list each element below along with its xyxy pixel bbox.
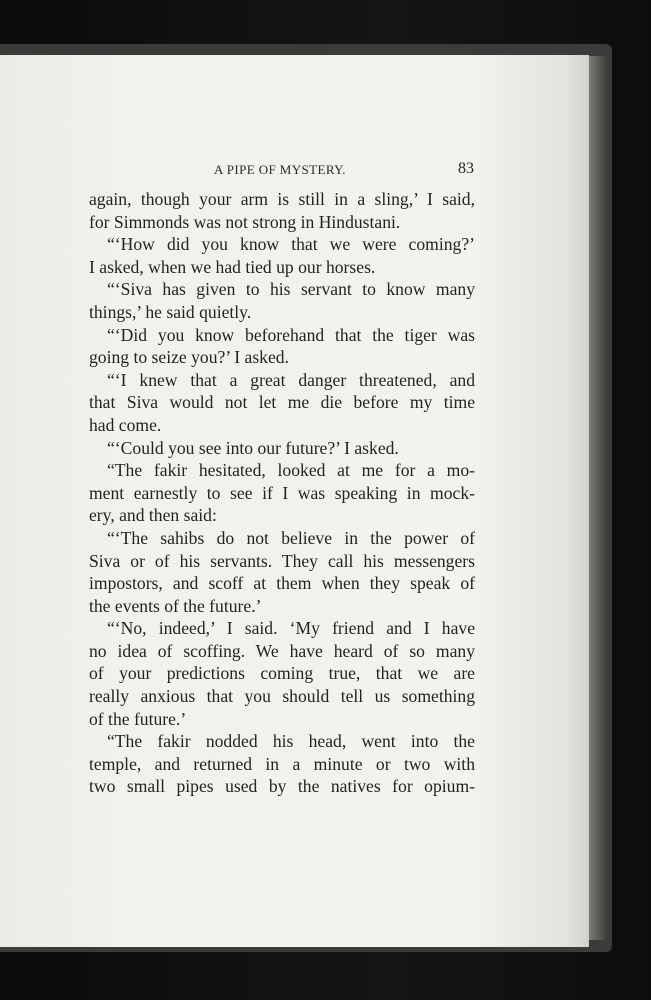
text-line: had come. xyxy=(89,414,162,435)
text-line: Siva or of his servants. They call his messengers xyxy=(89,550,475,571)
text-line: “‘How did you know that we were coming?’ xyxy=(107,234,475,255)
text-line: “‘No, indeed,’ I said. ‘My friend and I have xyxy=(107,618,475,639)
text-line: for Simmonds was not strong in Hindustani. xyxy=(89,211,401,232)
text-line: two small pipes used by the natives for opium- xyxy=(89,776,475,797)
text-line: really anxious that you should tell us something xyxy=(89,686,475,707)
text-line: that Siva would not let me die before my time xyxy=(89,392,475,413)
text-line: “‘Could you see into our future?’ I asked. xyxy=(107,437,399,458)
text-line: “‘I knew that a great danger threatened, and xyxy=(107,369,475,390)
text-line: “The fakir hesitated, looked at me for a mo- xyxy=(107,460,475,481)
text-line: “‘The sahibs do not believe in the power of xyxy=(107,527,475,548)
text-line: “‘Siva has given to his servant to know many xyxy=(107,279,475,300)
text-line: temple, and returned in a minute or two with xyxy=(89,753,475,774)
text-line: “The fakir nodded his head, went into the xyxy=(107,731,475,752)
body-text xyxy=(89,188,475,798)
text-line: “‘Did you know beforehand that the tiger was xyxy=(107,324,475,345)
page-header xyxy=(0,160,651,182)
text-line: I asked, when we had tied up our horses. xyxy=(89,256,376,277)
running-title: A PIPE OF MYSTERY. xyxy=(214,162,346,177)
text-line: going to seize you?’ I asked. xyxy=(89,347,289,368)
page-number: 83 xyxy=(458,160,474,177)
text-line: the events of the future.’ xyxy=(89,595,262,616)
text-line: again, though your arm is still in a sling,’ I said, xyxy=(89,189,475,209)
text-line: things,’ he said quietly. xyxy=(89,301,252,322)
text-line: of the future.’ xyxy=(89,708,187,729)
text-line: impostors, and scoff at them when they speak of xyxy=(89,573,475,594)
text-line: ment earnestly to see if I was speaking in mock- xyxy=(89,482,475,503)
text-line: ery, and then said: xyxy=(89,505,217,526)
text-line: no idea of scoffing. We have heard of so many xyxy=(89,640,475,661)
text-line: of your predictions coming true, that we are xyxy=(89,663,475,684)
